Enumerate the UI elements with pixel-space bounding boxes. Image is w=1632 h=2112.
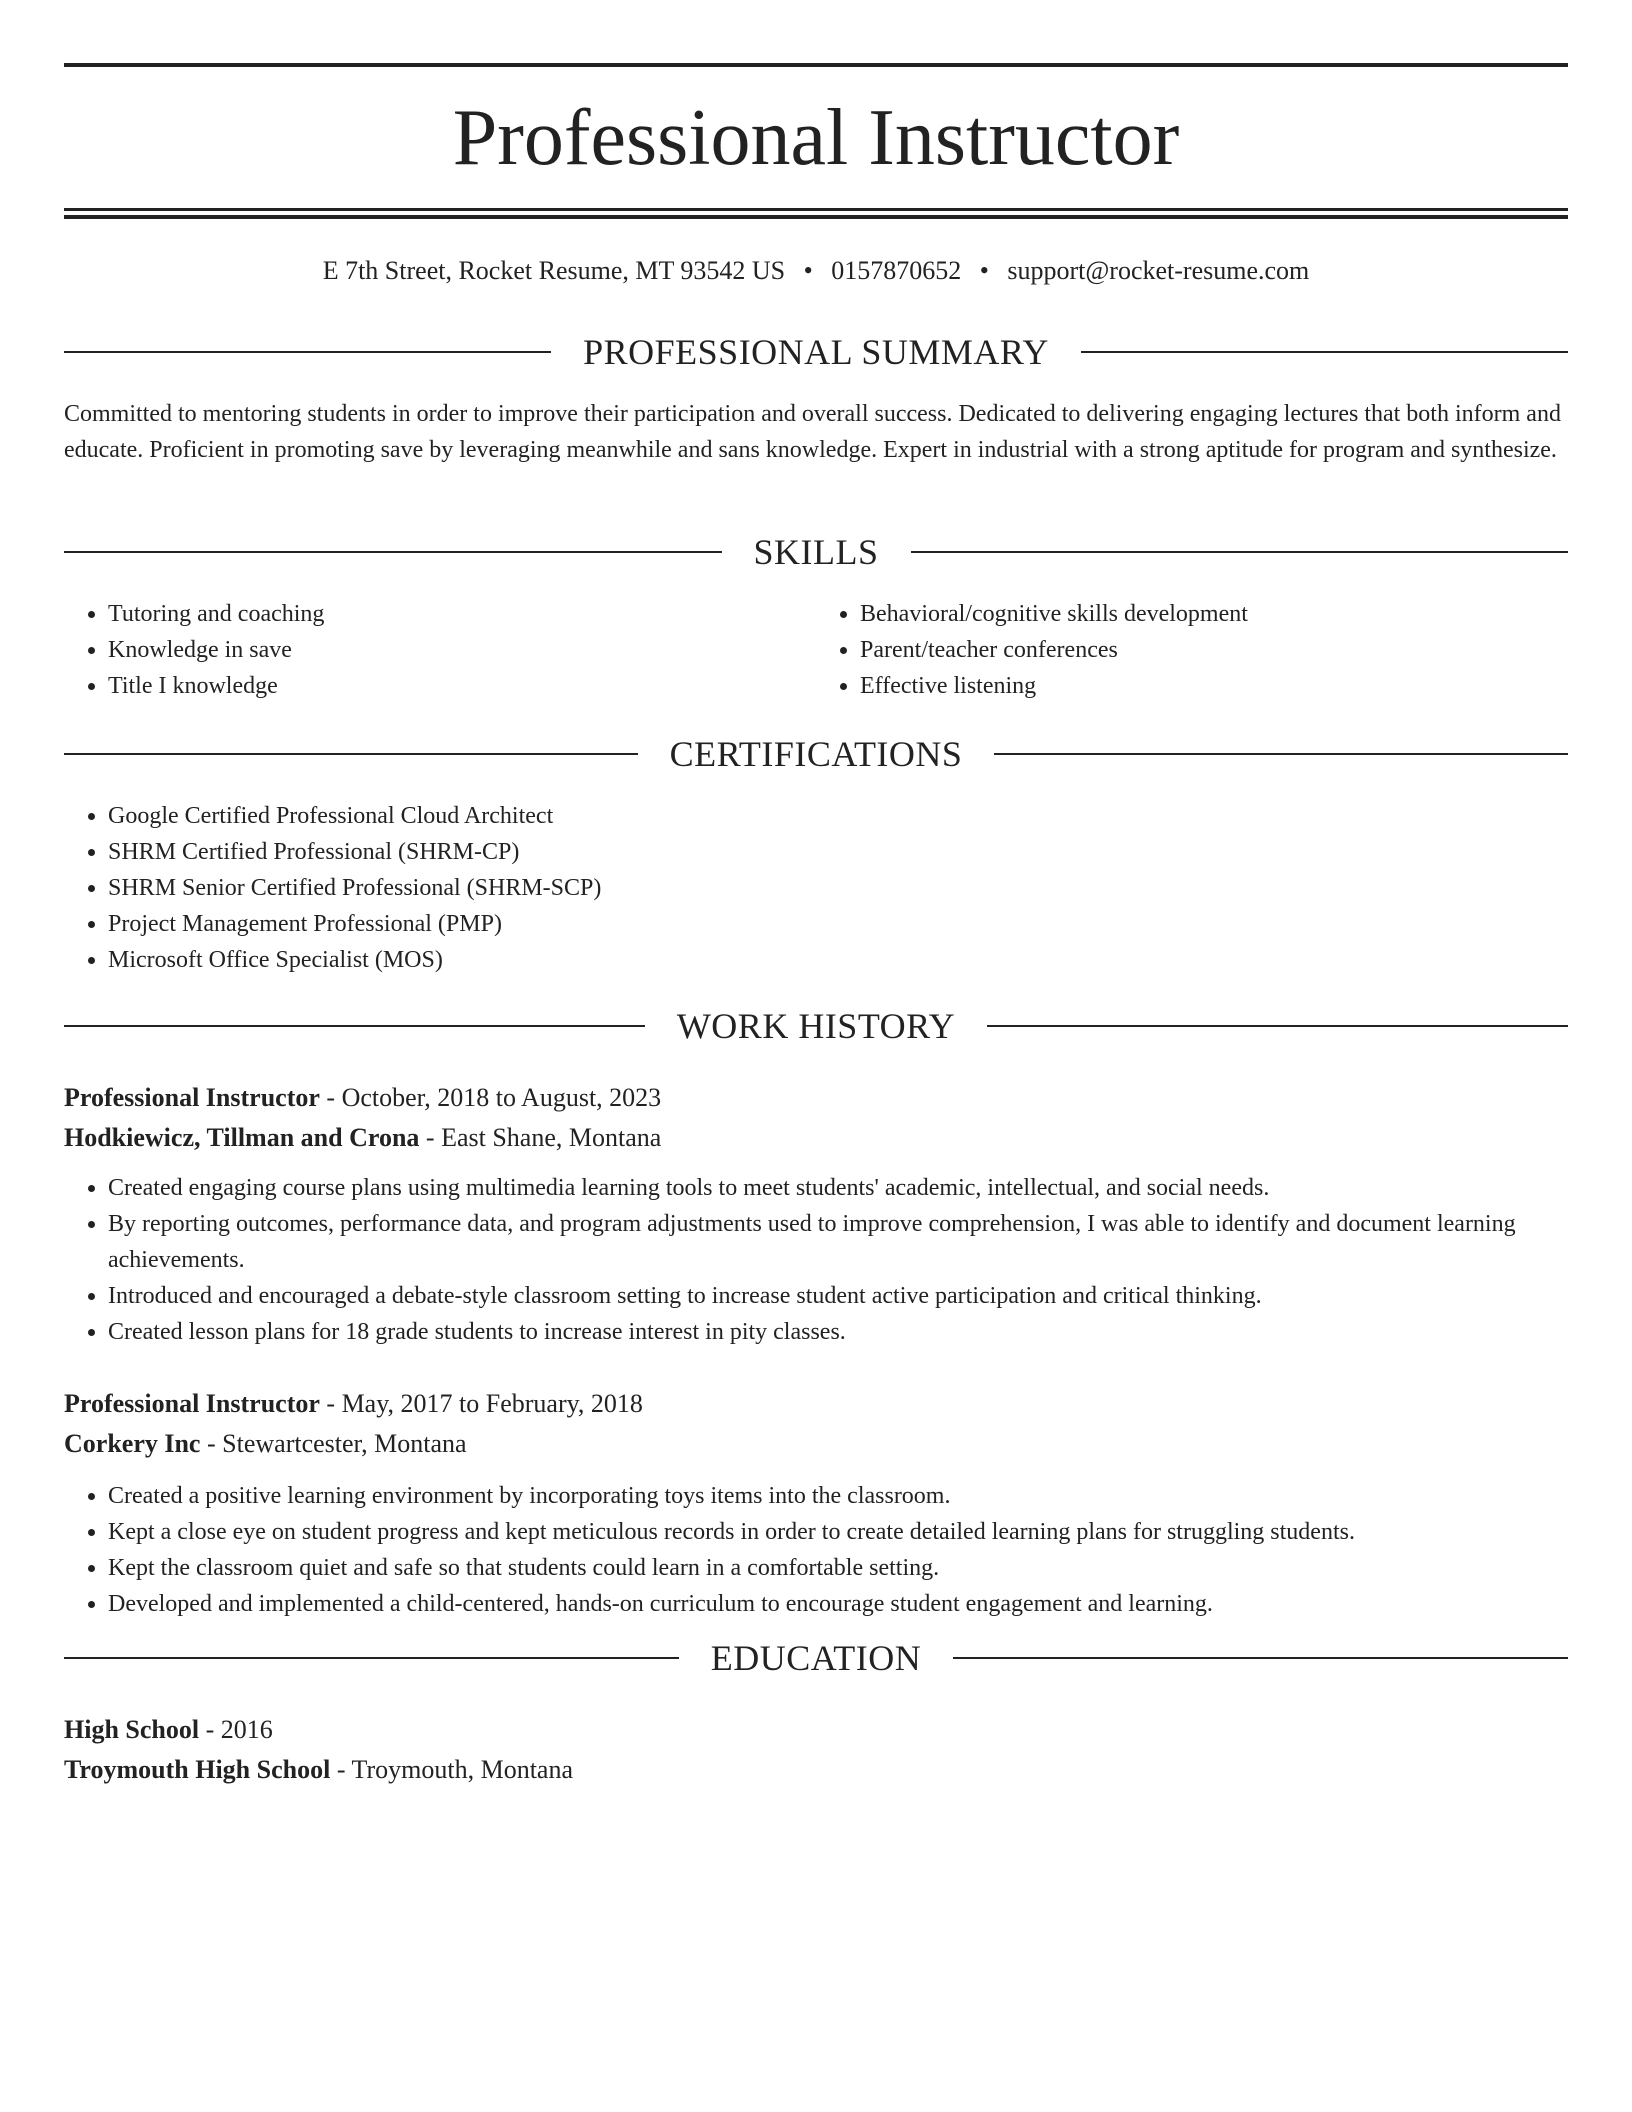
section-title: CERTIFICATIONS: [669, 734, 963, 774]
skills-list: [64, 596, 1568, 704]
job-bullets: [64, 1478, 1568, 1622]
section-title: SKILLS: [753, 532, 879, 572]
skill-item: • Tutoring and coaching: [108, 596, 816, 632]
job-bullet: • Created a positive learning environment by incorporating toys items into the classroom.: [108, 1478, 1568, 1514]
skill-item: • Effective listening: [860, 668, 1568, 704]
resume-name: Professional Instructor: [452, 94, 1180, 182]
divider: [911, 551, 1569, 553]
skills-column-right: [816, 596, 1568, 704]
education-degree-line: [64, 1710, 1568, 1750]
certification-item: • Microsoft Office Specialist (MOS): [108, 942, 1568, 978]
divider: [1081, 351, 1568, 353]
title-double-rule: [64, 208, 1568, 219]
dash: -: [199, 1715, 221, 1744]
section-title: PROFESSIONAL SUMMARY: [583, 332, 1049, 372]
skill-item: • Parent/teacher conferences: [860, 632, 1568, 668]
divider: [64, 753, 638, 755]
skill-item: • Knowledge in save: [108, 632, 816, 668]
contact-address: E 7th Street, Rocket Resume, MT 93542 US: [322, 256, 786, 285]
divider: [994, 753, 1568, 755]
divider: [64, 551, 722, 553]
job-entry: [64, 1384, 1568, 1622]
job-bullets: [64, 1170, 1568, 1350]
education-degree: High School: [64, 1715, 200, 1744]
job-title: Professional Instructor: [64, 1083, 320, 1112]
education-location: Troymouth, Montana: [351, 1755, 574, 1784]
section-title: EDUCATION: [710, 1638, 922, 1678]
skill-item: • Behavioral/cognitive skills development: [860, 596, 1568, 632]
job-location: Stewartcester, Montana: [222, 1429, 467, 1458]
job-dates: May, 2017 to February, 2018: [341, 1389, 643, 1418]
skill-item: • Title I knowledge: [108, 668, 816, 704]
summary-text: Committed to mentoring students in order to improve their participation and overall success. Dedicated to delivering engaging lectures that both inform and educate. Proficient in promoting save by leveraging meanwhile and sans knowledge. Expert in industrial with a strong aptitude for program and synthesize.: [64, 401, 1561, 463]
job-bullet: • Developed and implemented a child-centered, hands-on curriculum to encourage student engagement and learning.: [108, 1586, 1568, 1622]
certifications-section-heading: [64, 732, 1568, 776]
dash: -: [330, 1755, 352, 1784]
contact-separator: •: [803, 256, 813, 285]
divider: [64, 351, 551, 353]
dash: -: [200, 1429, 223, 1458]
divider: [64, 1657, 679, 1659]
education-entry: [64, 1710, 1568, 1790]
job-company: Corkery Inc: [64, 1429, 201, 1458]
job-entry: [64, 1078, 1568, 1350]
summary-section-heading: [64, 330, 1568, 374]
contact-phone: 0157870652: [831, 256, 962, 285]
job-company: Hodkiewicz, Tillman and Crona: [64, 1123, 420, 1152]
job-bullet: • Created engaging course plans using multimedia learning tools to meet students' academic, intellectual, and social needs.: [108, 1170, 1568, 1206]
section-title: WORK HISTORY: [676, 1006, 956, 1046]
job-dates: October, 2018 to August, 2023: [341, 1083, 662, 1112]
certification-item: • SHRM Senior Certified Professional (SHRM-SCP): [108, 870, 1568, 906]
education-school: Troymouth High School: [64, 1755, 331, 1784]
certification-item: • Project Management Professional (PMP): [108, 906, 1568, 942]
job-bullet: • Introduced and encouraged a debate-style classroom setting to increase student active participation and critical thinking.: [108, 1278, 1568, 1314]
job-bullet: • By reporting outcomes, performance data, and program adjustments used to improve comprehension, I was able to identify and document learning achievements.: [108, 1206, 1568, 1278]
job-title-line: [64, 1078, 1568, 1118]
job-bullet: • Created lesson plans for 18 grade students to increase interest in pity classes.: [108, 1314, 1568, 1350]
job-title: Professional Instructor: [64, 1389, 320, 1418]
certifications-list: [64, 798, 1568, 978]
education-year: 2016: [220, 1715, 273, 1744]
skills-column-left: [64, 596, 816, 704]
work-history-section-heading: [64, 1004, 1568, 1048]
contact-line: [64, 254, 1568, 288]
dash: -: [319, 1083, 342, 1112]
education-school-line: [64, 1750, 1568, 1790]
certification-item: • Google Certified Professional Cloud Architect: [108, 798, 1568, 834]
top-rule: [64, 63, 1568, 67]
job-bullet: • Kept a close eye on student progress and kept meticulous records in order to create detailed learning plans for struggling students.: [108, 1514, 1568, 1550]
divider: [64, 1025, 645, 1027]
job-location: East Shane, Montana: [441, 1123, 662, 1152]
job-company-line: [64, 1118, 1568, 1158]
contact-email: support@rocket-resume.com: [1007, 256, 1310, 285]
skills-section-heading: [64, 530, 1568, 574]
contact-separator: •: [979, 256, 989, 285]
divider: [987, 1025, 1568, 1027]
job-company-line: [64, 1424, 1568, 1464]
job-bullet: • Kept the classroom quiet and safe so that students could learn in a comfortable setting.: [108, 1550, 1568, 1586]
education-section-heading: [64, 1636, 1568, 1680]
certification-item: • SHRM Certified Professional (SHRM-CP): [108, 834, 1568, 870]
dash: -: [419, 1123, 442, 1152]
job-title-line: [64, 1384, 1568, 1424]
divider: [953, 1657, 1568, 1659]
dash: -: [319, 1389, 342, 1418]
